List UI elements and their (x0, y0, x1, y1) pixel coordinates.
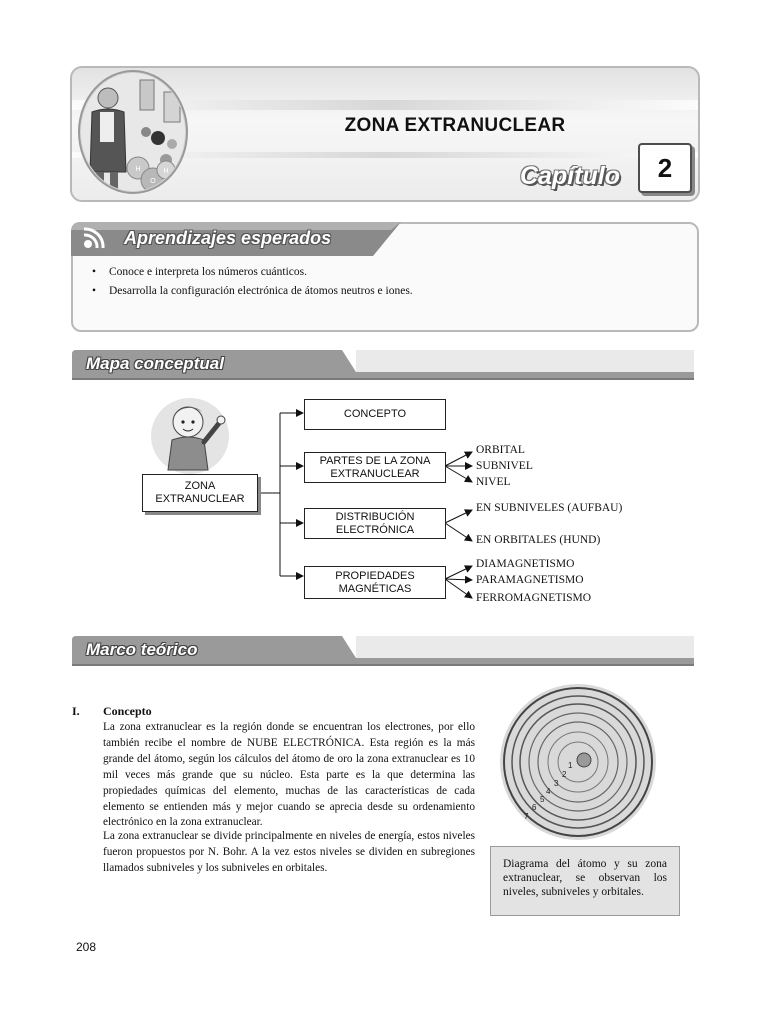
level-label-2: 2 (562, 770, 567, 779)
concept-root-node: ZONA EXTRANUCLEAR (142, 474, 258, 512)
learning-goal-item: • Desarrolla la configuración electrónica de átomos neutros e iones. (92, 285, 413, 297)
concept-leaf-diamagnetismo: DIAMAGNETISMO (476, 558, 575, 570)
concept-leaf-paramagnetismo: PARAMAGNETISMO (476, 574, 584, 586)
concept-node-distribucion: DISTRIBUCIÓN ELECTRÓNICA (304, 508, 446, 539)
concept-node-concepto: CONCEPTO (304, 399, 446, 430)
chapter-label: Capítulo (520, 162, 620, 190)
molecule-label-o: O (150, 178, 156, 185)
concept-map-title: Mapa conceptual (86, 354, 224, 373)
learning-goals-title: Aprendizajes esperados (124, 228, 332, 248)
concept-leaf-orbital: ORBITAL (476, 444, 525, 456)
concept-leaf-hund: EN ORBITALES (HUND) (476, 534, 601, 546)
section-number: I. (72, 704, 80, 718)
concept-leaf-nivel: NIVEL (476, 476, 511, 488)
molecule-label-h2: H (163, 168, 169, 175)
level-label-7: 7 (524, 812, 529, 821)
page-title: ZONA EXTRANUCLEAR (344, 115, 566, 136)
body-paragraph: La zona extranuclear se divide principalmente en niveles de energía, estos niveles fueron propuestos por N. Bohr. A la vez estos niveles se dividen en subregiones llamados subniveles y los subniveles en orbitales. (103, 830, 475, 874)
level-label-4: 4 (546, 787, 551, 796)
concept-leaf-ferromagnetismo: FERROMAGNETISMO (476, 592, 592, 604)
concept-leaf-subnivel: SUBNIVEL (476, 460, 533, 472)
level-label-3: 3 (554, 779, 559, 788)
level-label-1: 1 (568, 761, 573, 770)
concept-leaf-aufbau: EN SUBNIVELES (AUFBAU) (476, 502, 623, 514)
learning-goal-item: • Conoce e interpreta los números cuánticos. (92, 266, 413, 278)
chapter-number-badge: 2 (638, 143, 692, 193)
body-paragraph: La zona extranuclear es la región donde se encuentran los electrones, por ello también recibe el nombre de NUBE ELECTRÓNICA. Esta región es la más grande del átomo, según los cálculos del átomo de oro la zona extranuclear es 10 mil veces más grande que su núcleo. Esta parte es la que determina las propiedades químicas del elemento, muchas de las características de cada elemento se entienden más y mejor cuando se aprecia desde su ordenamiento electrónico en la zona extranuclear. (103, 721, 475, 829)
atom-diagram (498, 682, 658, 842)
atom-caption: Diagrama del átomo y su zona extranuclear, se observan los niveles, subniveles y orbitales. (503, 858, 667, 898)
concept-node-propiedades: PROPIEDADES MAGNÉTICAS (304, 566, 446, 599)
section-heading: Concepto (103, 704, 152, 718)
concept-node-partes: PARTES DE LA ZONA EXTRANUCLEAR (304, 452, 446, 483)
level-label-6: 6 (532, 803, 537, 812)
atom-caption-box (490, 846, 680, 916)
page-number: 208 (76, 940, 97, 954)
theory-title: Marco teórico (86, 640, 198, 659)
molecule-label-h1: H (135, 166, 141, 173)
level-label-5: 5 (540, 795, 545, 804)
